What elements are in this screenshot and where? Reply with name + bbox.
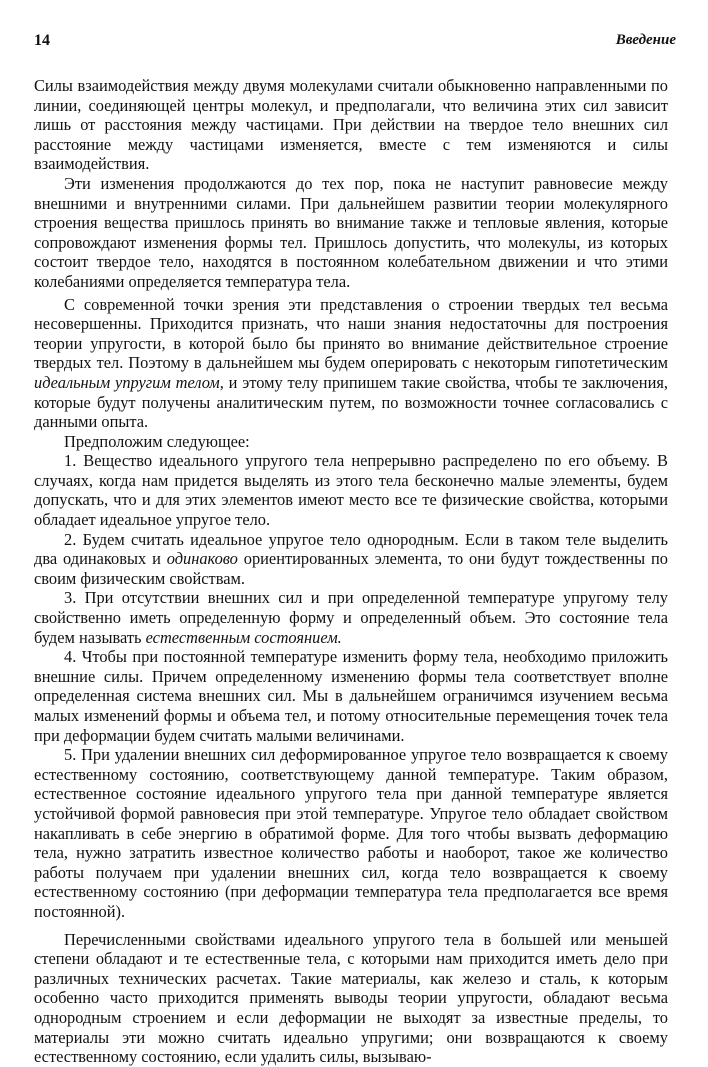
- list-item-2-text-b: ориентированных элемента, то они будут тождественны по своим физическим свойствам.: [34, 549, 668, 588]
- paragraph-1: Силы взаимодействия между двумя молекулами считали обыкновенно направленными по линии, соединяющей центры молекул, и предполагали, что величина этих сил зависит лишь от расстояния между частицами. При действии на твердое тело внешних сил расстояние между частицами изменяется, вместе с тем изменяются и силы взаимодействия.: [34, 76, 668, 174]
- running-title: Введение: [615, 32, 676, 48]
- paragraph-3-text-a: С современной точки зрения эти представления о строении твердых тел весьма несовершенны. Приходится признать, что наши знания недостаточны для построения теории упругости, в которой было бы принято во внимание действительное строение твердых тел. Поэтому в дальнейшем мы будем оперировать с некоторым гипотетическим: [34, 294, 668, 373]
- list-item-5: 5. При удалении внешних сил деформированное упругое тело возвращается к своему естественному состоянию, соответствующему данной температуре. Таким образом, естественное состояние идеального упругого тела при данной температуре является устойчивой формой равновесия при этой температуре. Упругое тело обладает свойством накапливать в себе энергию в обратимой форме. Для того чтобы вызвать деформацию тела, нужно затратить известное количество работы и наоборот, такое же количество работы получаем при удалении внешних сил, когда тело возвращается к своему естественному состоянию (при деформации температура тела предполагается все время постоянной).: [34, 745, 668, 921]
- paragraph-4: Предположим следующее:: [64, 431, 250, 451]
- paragraph-2: Эти изменения продолжаются до тех пор, пока не наступит равновесие между внешними и внутренними силами. При дальнейшем развитии теории молекулярного строения вещества пришлось принять во внимание также и тепловые явления, которые сопровождают изменения формы тел. Пришлось допустить, что молекулы, из которых состоит твердое тело, находятся в постоянном колебательном движении и что этими колебаниями определяется температура тела.: [34, 173, 668, 291]
- page-number: 14: [34, 32, 50, 49]
- list-item-3: [34, 588, 668, 647]
- paragraph-5: Перечисленными свойствами идеального упругого тела в большей или меньшей степени обладают и те естественные тела, с которыми нам приходится иметь дело при различных технических расчетах. Такие материалы, как железо и сталь, к которым особенно часто приходится применять выводы теории упругости, обладают весьма однородным строением и если деформации не выходят за известные пределы, то материалы эти можно считать идеально упругими; они возвращаются к своему естественному состоянию, если удалить силы, вызываю-: [34, 929, 668, 1067]
- list-item-2-text-a: 2. Будем считать идеальное упругое тело однородным. Если в таком теле выделить два одинаковых и: [34, 529, 668, 569]
- paragraph-3-text-b: и этому телу припишем такие свойства, чтобы те заключения, которые будут получены аналитическим путем, по возможности точнее согласовались с данными опыта.: [34, 372, 668, 432]
- list-item-3-text-a: 3. При отсутствии внешних сил и при определенной температуре упругому телу свойственно иметь определенную форму и определенный объем. Это состояние тела будем называть: [34, 588, 668, 647]
- paragraph-3: [34, 295, 668, 432]
- list-item-2: [34, 530, 668, 589]
- paragraph-3-emphasis: идеальным упругим телом,: [34, 372, 224, 392]
- list-item-4: 4. Чтобы при постоянной температуре изменить форму тела, необходимо приложить внешние силы. Причем определенному изменению формы тела соответствует вполне определенная система внешних сил. Мы в дальнейшем ограничимся изучением весьма малых изменений формы и объема тел, и потому относительные перемещения точек тела при деформации будем считать малыми величинами.: [34, 647, 668, 745]
- list-item-2-emphasis: одинаково: [166, 549, 238, 569]
- page-header: [34, 32, 676, 56]
- body-text: [34, 76, 668, 1067]
- list-item-3-emphasis: естественным состоянием.: [145, 627, 342, 647]
- list-item-1: 1. Вещество идеального упругого тела непрерывно распределено по его объему. В случаях, когда нам придется выделять из этого тела бесконечно малые элементы, будем допускать, что и для этих элементов имеют место все те физические свойства, которыми обладает идеальное упругое тело.: [34, 451, 668, 530]
